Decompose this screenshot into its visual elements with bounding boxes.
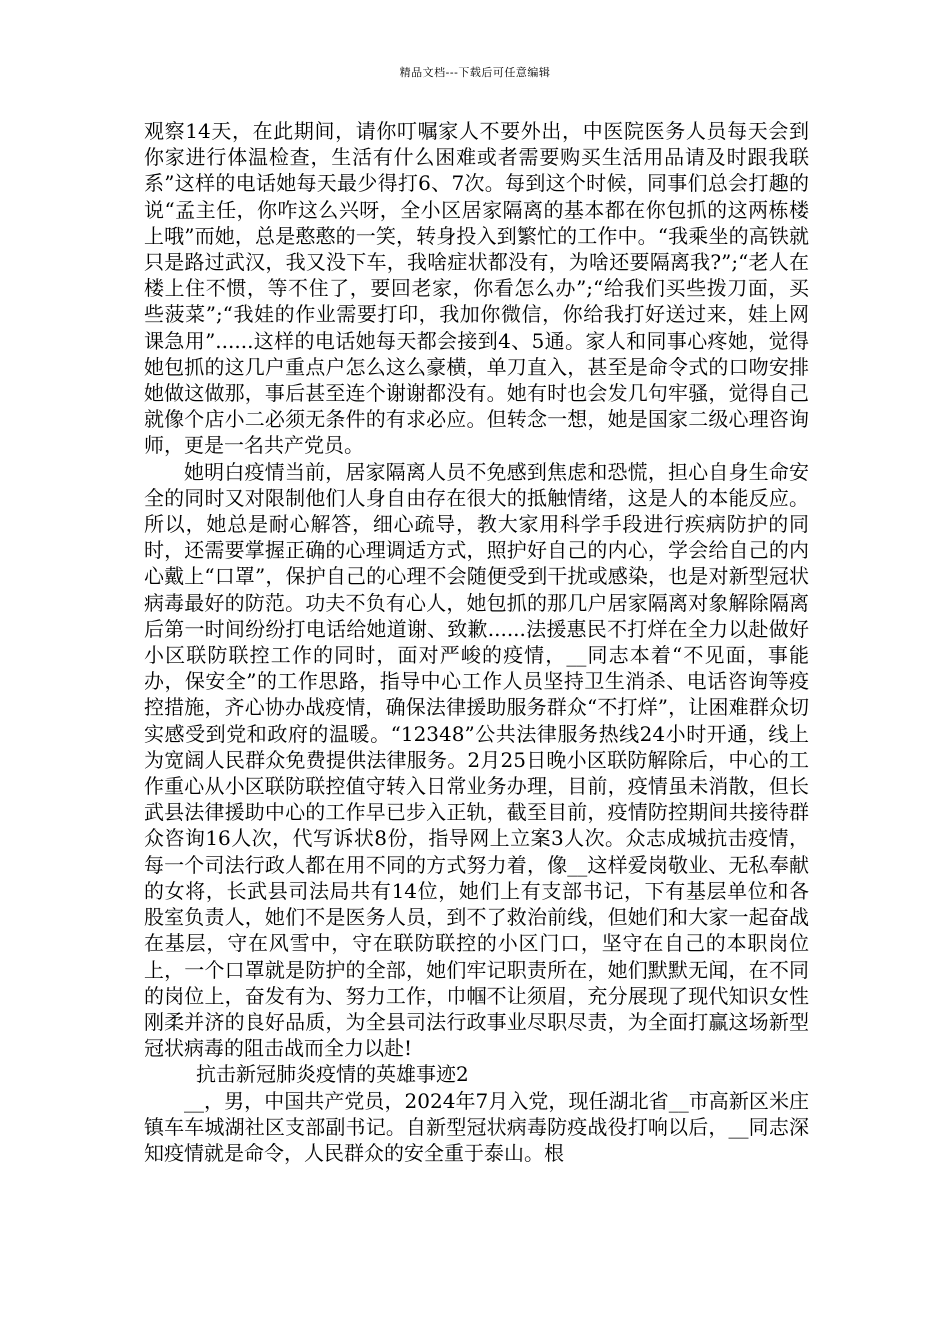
section-title: 抗击新冠肺炎疫情的英雄事迹2 — [196, 1062, 469, 1087]
paragraph-3: __，男，中国共产党员，2024年7月入党，现任湖北省__市高新区米庄镇车车城湖社区支部副书记。自新型冠状病毒防疫战役打响以后，__同志深知疫情就是命令，人民群众的安全重于泰山。根 — [144, 1088, 809, 1165]
paragraph-2: 她明白疫情当前，居家隔离人员不免感到焦虑和恐慌，担心自身生命安全的同时又对限制他们人身自由存在很大的抵触情绪，这是人的本能反应。所以，她总是耐心解答，细心疏导，教大家用科学手段进行疾病防护的同时，还需要掌握正确的心理调适方式，照护好自己的内心，学会给自己的内心戴上“口罩”，保护自己的心理不会随便受到干扰或感染，也是对新型冠状病毒最好的防范。功夫不负有心人，她包抓的那几户居家隔离对象解除隔离后第一时间纷纷打电话给她道谢、致歉......法援惠民不打烊在全力以赴做好小区联防联控工作的同时，面对严峻的疫情，__同志本着“不见面，事能办，保安全”的工作思路，指导中心工作人员坚持卫生消杀、电话咨询等疫控措施，齐心协办战疫情，确保法律援助服务群众“不打烊”，让困难群众切实感受到党和政府的温暖。“12348”公共法律服务热线24小时开通，线上为宽阔人民群众免费提供法律服务。2月25日晚小区联防解除后，中心的工作重心从小区联防联控值守转入日常业务办理，目前，疫情虽未消散，但长武县法律援助中心的工作早已步入正轨，截至目前，疫情防控期间共接待群众咨询16人次，代写诉状8份，指导网上立案3人次。众志成城抗击疫情，每一个司法行政人都在用不同的方式努力着，像__这样爱岗敬业、无私奉献的女将，长武县司法局共有14位，她们上有支部书记，下有基层单位和各股室负责人，她们不是医务人员，到不了救治前线，但她们和大家一起奋战在基层，守在风雪中，守在联防联控的小区门口，坚守在自己的本职岗位上，一个口罩就是防护的全部，她们牢记职责所在，她们默默无闻，在不同的岗位上，奋发有为、努力工作，巾帼不让须眉，充分展现了现代知识女性刚柔并济的良好品质，为全县司法行政事业尽职尽责，为全面打赢这场新型冠状病毒的阻击战而全力以赴! — [144, 459, 809, 1061]
paragraph-1: 观察14天，在此期间，请你叮嘱家人不要外出，中医院医务人员每天会到你家进行体温检查，生活有什么困难或者需要购买生活用品请及时跟我联系”这样的电话她每天最少得打6、7次。每到这个时候，同事们总会打趣的说“孟主任，你咋这么兴呀，全小区居家隔离的基本都在你包抓的这两栋楼上哦”而她，总是憨憨的一笑，转身投入到繁忙的工作中。“我乘坐的高铁就只是路过武汉，我又没下车，我啥症状都没有，为啥还要隔离我?”;“老人在楼上住不惯，等不住了，要回老家，你看怎么办”;“给我们买些拨刀面，买些菠菜”;“我娃的作业需要打印，我加你微信，你给我打好送过来，娃上网课急用”......这样的电话她每天都会接到4、5通。家人和同事心疼她，觉得她包抓的这几户重点户怎么这么豪横，单刀直入，甚至是命令式的口吻安排她做这做那，事后甚至连个谢谢都没有。她有时也会发几句牢骚，觉得自己就像个店小二必须无条件的有求必应。但转念一想，她是国家二级心理咨询师，更是一名共产党员。 — [144, 119, 809, 458]
page-header: 精品文档---下载后可任意编辑 — [399, 66, 551, 79]
document-body — [144, 118, 809, 1166]
